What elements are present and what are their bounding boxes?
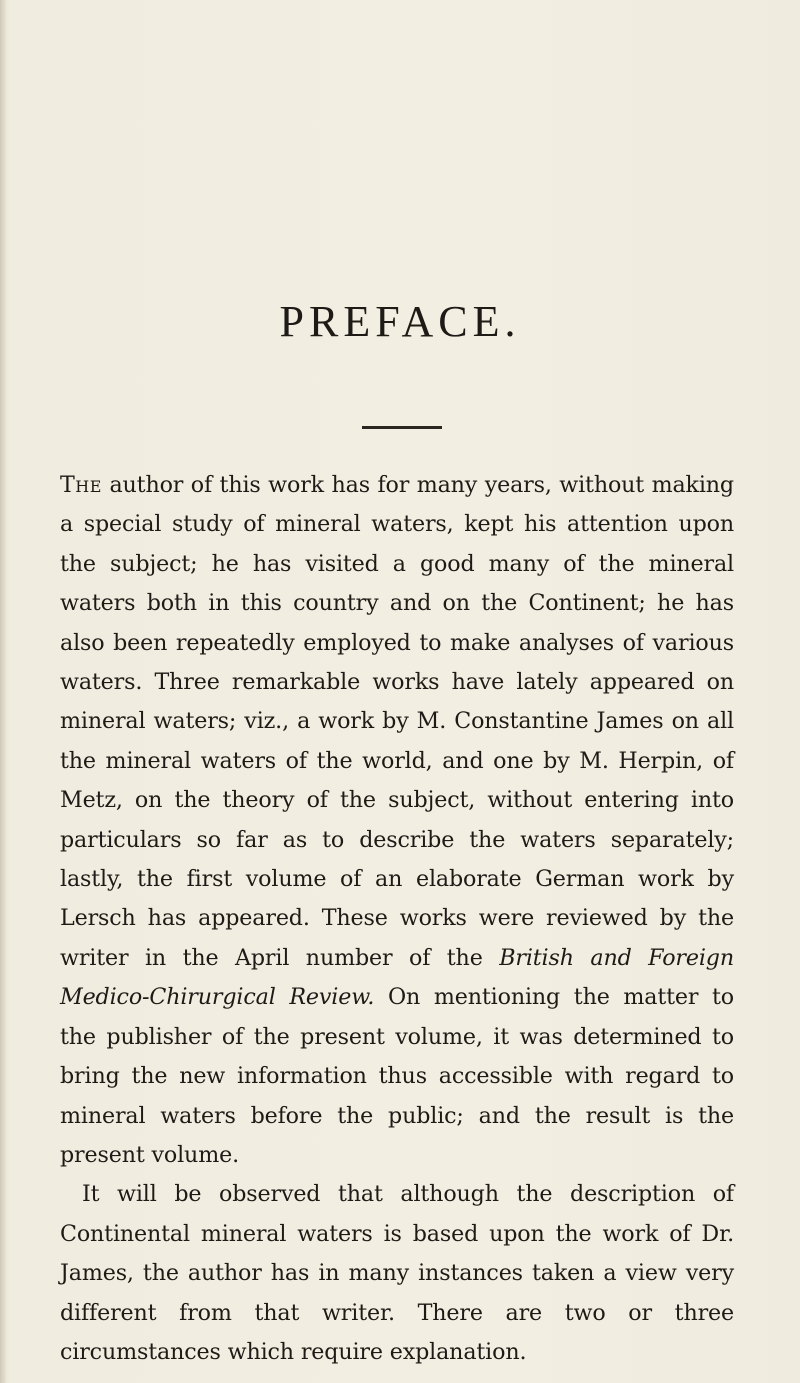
paragraph-1 (60, 466, 734, 1175)
heading-rule (362, 426, 442, 429)
journal-title: British and Foreign Medico-Chirurgical Review. (60, 944, 734, 1011)
paragraph-2: It will be observed that although the description of Continental mineral waters is based upon the work of Dr. James, the author has in many instances taken a view very different from that writer. There are two or three circumstances which require explanation. (60, 1181, 734, 1365)
page-edge (0, 0, 6, 1383)
paragraph-1-lead: The (60, 472, 102, 498)
paragraph-1-text-a: author of this work has for many years, without making a special study of mineral waters, kept his attention upon the subject; he has visited a good many of the mineral waters both in this country and on the Continent; he has also been repeatedly employed to make analyses of various waters. Three remarkable works have lately appeared on mineral waters; viz., a work by M. Constantine James on all the mineral waters of the world, and one by M. Herpin, of Metz, on the theory of the subject, without entering into particulars so far as to describe the waters separately; lastly, the first volume of an elaborate German work by Lersch has appeared. These works were reviewed by the writer in the April number of the (60, 472, 734, 971)
preface-heading: PREFACE. (279, 297, 521, 346)
paragraph-1-text-b: On mentioning the matter to the publisher of the present volume, it was determined to bring the new information thus accessible with regard to mineral waters before the public; and the result is the present volume. (60, 984, 734, 1168)
preface-body (60, 466, 734, 1372)
